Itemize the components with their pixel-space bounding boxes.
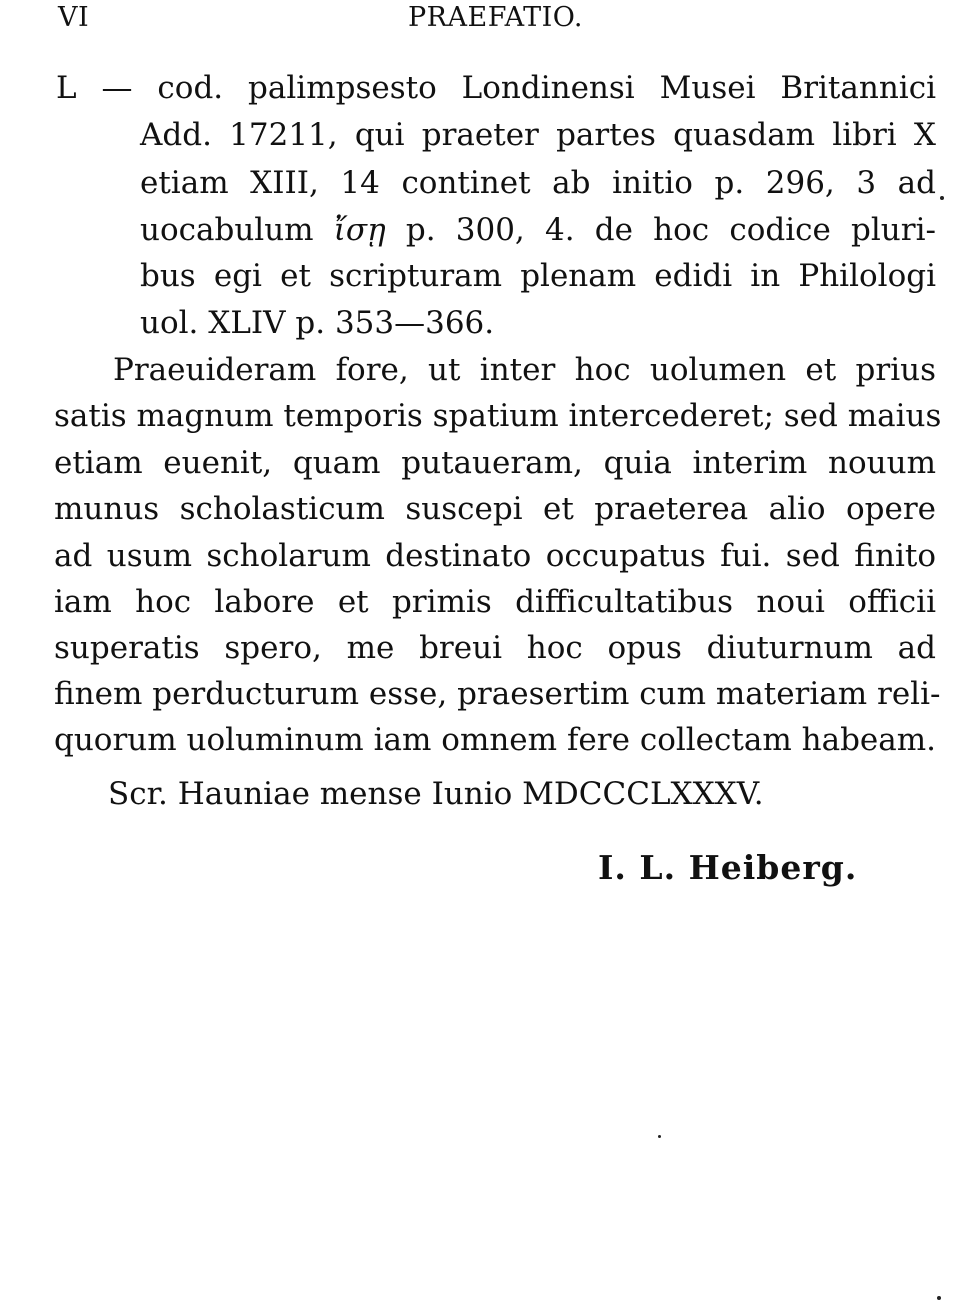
running-head-title: PRAEFATIO. [408, 2, 583, 33]
ink-speck [940, 196, 944, 200]
running-head [58, 2, 888, 38]
siglum-line-6: uol. XLIV p. 353—366. [140, 305, 495, 341]
ink-speck [937, 1296, 941, 1300]
paragraph-line-5: ad usum scholarum destinato occupatus fui. sed finito [54, 538, 936, 574]
siglum-line-2: Add. 17211, qui praeter partes quasdam libri X [140, 117, 936, 153]
siglum-line-4-start: uocabulum [140, 212, 334, 248]
siglum-line-1: L — cod. palimpsesto Londinensi Musei Britannici [56, 70, 936, 106]
page-number: VI [58, 2, 90, 33]
siglum-line-4 [140, 210, 936, 250]
greek-word: ἴσῃ [333, 212, 386, 248]
paragraph-line-1: Praeuideram fore, ut inter hoc uolumen et prius [113, 352, 936, 388]
siglum-line-4-end: p. 300, 4. de hoc codice pluri- [385, 212, 936, 248]
paragraph-line-6: iam hoc labore et primis difficultatibus noui officii [54, 584, 936, 620]
dateline: Scr. Hauniae mense Iunio MDCCCLXXXV. [108, 776, 764, 812]
paragraph-line-3: etiam euenit, quam putaueram, quia interim nouum [54, 445, 936, 481]
siglum-line-5: bus egi et scripturam plenam edidi in Philologi [140, 258, 936, 294]
paragraph-line-8: finem perducturum esse, praesertim cum materiam reli- [54, 676, 941, 712]
paragraph-line-7: superatis spero, me breui hoc opus diuturnum ad [54, 630, 936, 666]
signature: I. L. Heiberg. [598, 848, 858, 887]
siglum-line-3: etiam XIII, 14 continet ab initio p. 296, 3 ad [140, 165, 936, 201]
paragraph-line-9: quorum uoluminum iam omnem fere collectam habeam. [54, 722, 936, 758]
paragraph-line-2: satis magnum temporis spatium intercederet; sed maius [54, 398, 942, 434]
paragraph-line-4: munus scholasticum suscepi et praeterea alio opere [54, 491, 936, 527]
ink-speck [658, 1135, 661, 1138]
